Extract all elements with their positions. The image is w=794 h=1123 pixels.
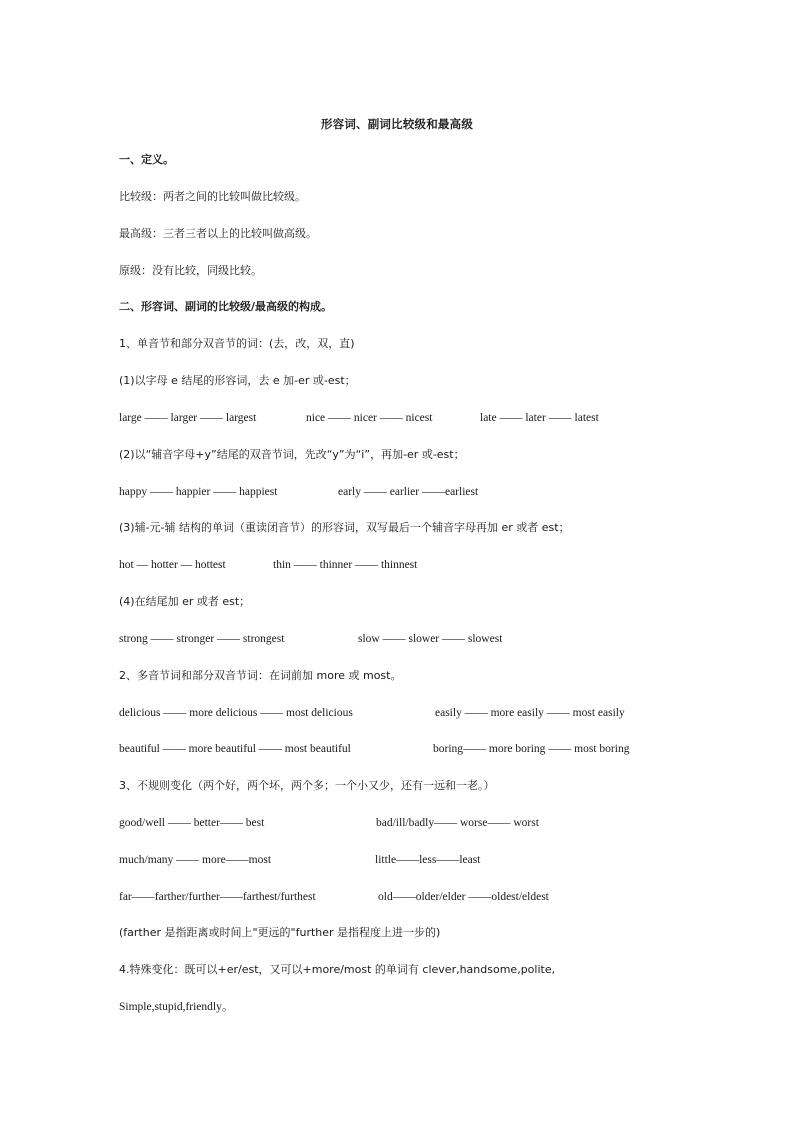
example-boring: boring—— more boring —— most boring xyxy=(433,743,630,755)
example-slow: slow —— slower —— slowest xyxy=(358,633,503,645)
rule2-label: 2、多音节词和部分双音节词：在词前加 more 或 most。 xyxy=(119,669,402,682)
example-good: good/well —— better—— best xyxy=(119,817,265,829)
example-little: little——less——least xyxy=(375,854,481,866)
example-much: much/many —— more——most xyxy=(119,854,272,866)
example-far: far——farther/further——farthest/furthest xyxy=(119,891,316,903)
example-easily: easily —— more easily —— most easily xyxy=(435,707,625,719)
rule4-continuation: Simple,stupid,friendly。 xyxy=(119,1001,234,1013)
example-early: early —— earlier ——earliest xyxy=(338,486,479,498)
page-title: 形容词、副词比较级和最高级 xyxy=(320,117,474,131)
rule3-note: (farther 是指距离或时间上"更远的"further 是指程度上进一步的) xyxy=(119,926,441,939)
definition-positive: 原级：没有比较，同级比较。 xyxy=(119,264,262,277)
example-hot: hot — hotter — hottest xyxy=(119,559,226,571)
section1-heading: 一、定义。 xyxy=(119,153,174,166)
example-thin: thin —— thinner —— thinnest xyxy=(273,559,418,571)
sub1-label: (1)以字母 e 结尾的形容词，去 e 加-er 或-est； xyxy=(119,374,356,387)
example-large: large —— larger —— largest xyxy=(119,412,257,424)
sub3-label: (3)辅-元-辅 结构的单词（重读闭音节）的形容词，双写最后一个辅音字母再加 er 或者 est； xyxy=(119,521,570,534)
sub2-label: (2)以“辅音字母+y”结尾的双音节词，先改“y”为“i”，再加-er 或-est； xyxy=(119,448,465,461)
example-old: old——older/elder ——oldest/eldest xyxy=(378,891,549,903)
rule1-label: 1、单音节和部分双音节的词：(去，改，双，直) xyxy=(119,337,355,350)
example-nice: nice —— nicer —— nicest xyxy=(306,412,433,424)
rule4-label: 4.特殊变化：既可以+er/est，又可以+more/most 的单词有 clever,handsome,polite, xyxy=(119,963,556,976)
definition-superlative: 最高级：三者三者以上的比较叫做高级。 xyxy=(119,227,317,240)
example-bad: bad/ill/badly—— worse—— worst xyxy=(376,817,539,829)
sub4-label: (4)在结尾加 er 或者 est； xyxy=(119,595,251,608)
example-late: late —— later —— latest xyxy=(480,412,599,424)
example-strong: strong —— stronger —— strongest xyxy=(119,633,285,645)
section2-heading: 二、形容词、副词的比较级/最高级的构成。 xyxy=(119,300,333,313)
example-happy: happy —— happier —— happiest xyxy=(119,486,278,498)
rule3-label: 3、不规则变化（两个好，两个坏，两个多；一个小又少，还有一远和一老。） xyxy=(119,779,495,792)
example-beautiful: beautiful —— more beautiful —— most beautiful xyxy=(119,743,351,755)
example-delicious: delicious —— more delicious —— most delicious xyxy=(119,707,353,719)
definition-comparative: 比较级：两者之间的比较叫做比较级。 xyxy=(119,190,306,203)
